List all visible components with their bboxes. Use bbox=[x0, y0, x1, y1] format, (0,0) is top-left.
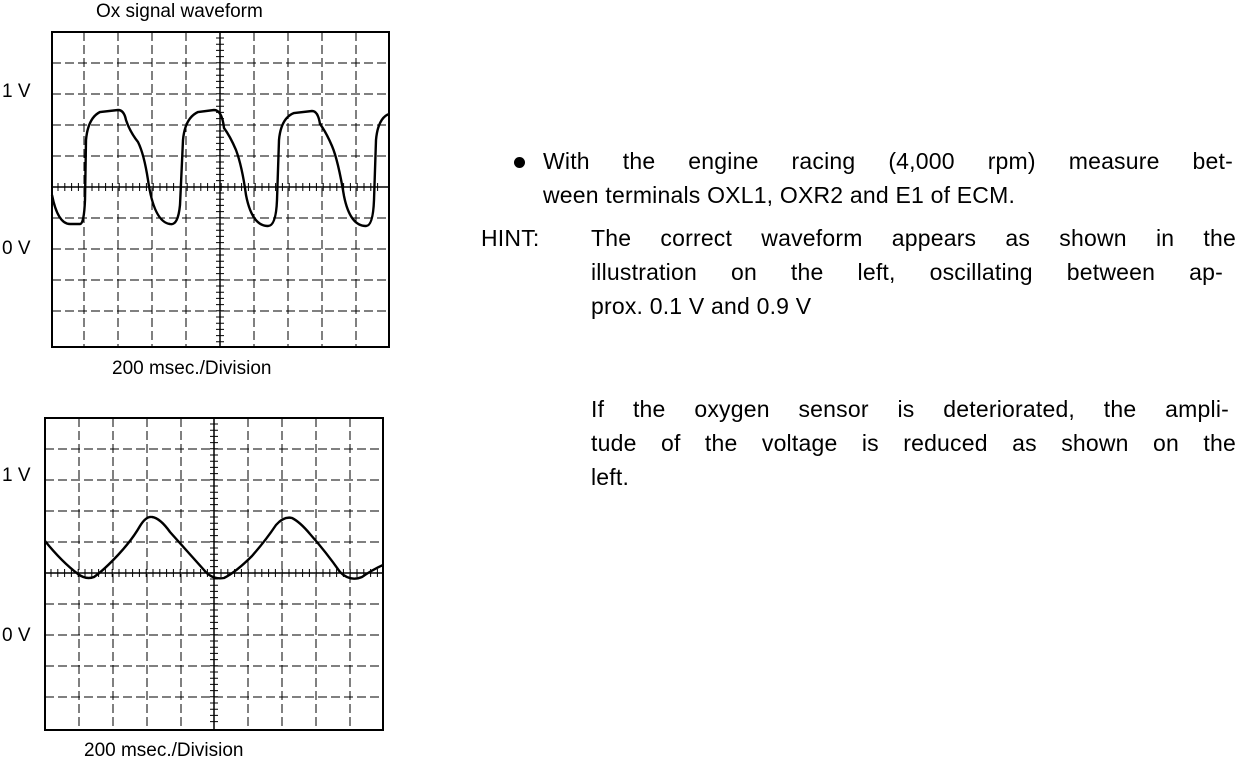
scope2-x-caption: 200 msec./Division bbox=[84, 740, 244, 761]
bullet-line-1: With the engine racing (4,000 rpm) measure bet- bbox=[543, 148, 1233, 174]
bullet-line-2: ween terminals OXL1, OXR2 and E1 of ECM. bbox=[543, 182, 1016, 208]
bullet-dot-icon bbox=[514, 157, 525, 168]
hint-line-3: prox. 0.1 V and 0.9 V bbox=[591, 293, 812, 319]
hint-label: HINT: bbox=[481, 225, 540, 251]
figure-title: Ox signal waveform bbox=[96, 1, 263, 22]
note-line-3: left. bbox=[591, 464, 630, 490]
note-line-1: If the oxygen sensor is deteriorated, the ampli- bbox=[591, 396, 1229, 422]
hint-line-2: illustration on the left, oscillating between ap- bbox=[591, 259, 1223, 285]
scope1-x-caption: 200 msec./Division bbox=[112, 358, 272, 379]
hint-line-1: The correct waveform appears as shown in the bbox=[591, 225, 1236, 251]
scope1-y-label-0v: 0 V bbox=[2, 238, 31, 259]
scope2-y-label-0v: 0 V bbox=[2, 625, 31, 646]
scope1-y-label-1v: 1 V bbox=[2, 81, 31, 102]
scope2-y-label-1v: 1 V bbox=[2, 465, 31, 486]
note-line-2: tude of the voltage is reduced as shown on the bbox=[591, 430, 1236, 456]
scope2-grid bbox=[45, 418, 383, 730]
